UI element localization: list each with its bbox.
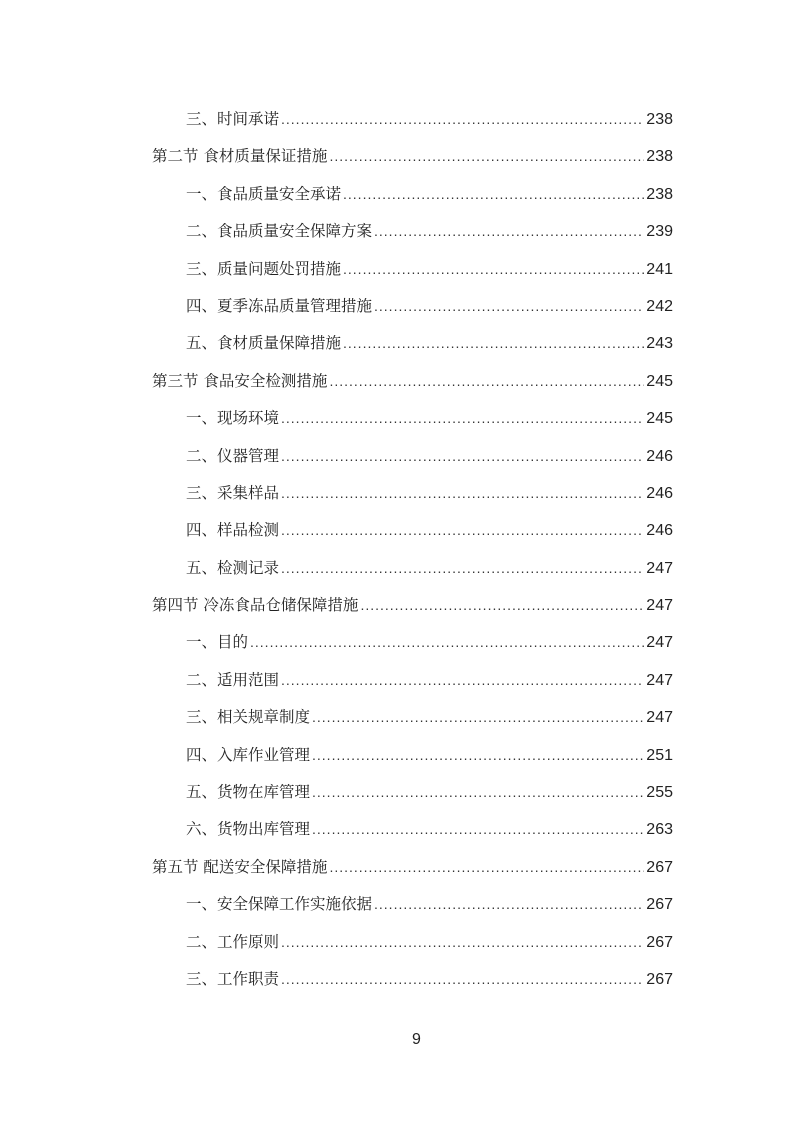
toc-entry[interactable] <box>152 699 673 736</box>
toc-entry-label: 五、检测记录 <box>186 558 280 577</box>
toc-entry-page: 246 <box>646 447 673 465</box>
dot-leader <box>281 101 644 138</box>
toc-entry-page: 238 <box>646 185 673 203</box>
toc-entry-page: 267 <box>646 933 673 951</box>
toc-entry-label: 第四节 冷冻食品仓储保障措施 <box>152 596 359 615</box>
dot-leader <box>343 251 644 288</box>
toc-entry[interactable] <box>152 400 673 437</box>
dot-leader <box>281 961 644 998</box>
toc-entry-page: 247 <box>646 671 673 689</box>
toc-entry[interactable] <box>152 624 673 661</box>
dot-leader <box>343 325 644 362</box>
toc-entry-page: 242 <box>646 297 673 315</box>
toc-entry-page: 239 <box>646 223 673 241</box>
toc-entry-label: 三、采集样品 <box>186 483 280 502</box>
toc-section-entry[interactable] <box>152 587 673 624</box>
dot-leader <box>281 475 644 512</box>
toc-entry-page: 247 <box>646 597 673 615</box>
toc-entry-label: 第五节 配送安全保障措施 <box>152 857 328 876</box>
toc-entry-page: 251 <box>646 746 673 764</box>
toc-entry-label: 四、入库作业管理 <box>186 745 311 764</box>
toc-entry-page: 263 <box>646 821 673 839</box>
toc-entry[interactable] <box>152 811 673 848</box>
toc-entry-page: 267 <box>646 858 673 876</box>
toc-entry-label: 二、食品质量安全保障方案 <box>186 222 373 241</box>
toc-entry-label: 一、食品质量安全承诺 <box>186 184 342 203</box>
toc-entry[interactable] <box>152 325 673 362</box>
dot-leader <box>312 737 644 774</box>
toc-entry[interactable] <box>152 550 673 587</box>
dot-leader <box>312 699 644 736</box>
dot-leader <box>312 811 644 848</box>
dot-leader <box>281 924 644 961</box>
toc-entry-label: 第二节 食材质量保证措施 <box>152 147 328 166</box>
page-number: 9 <box>412 1031 421 1048</box>
toc-entry-label: 一、安全保障工作实施依据 <box>186 895 373 914</box>
toc-entry-label: 三、相关规章制度 <box>186 708 311 727</box>
toc-entry[interactable] <box>152 737 673 774</box>
dot-leader <box>374 886 644 923</box>
toc-entry[interactable] <box>152 662 673 699</box>
toc-entry[interactable] <box>152 512 673 549</box>
toc-entry-page: 247 <box>646 709 673 727</box>
toc-entry-label: 五、货物在库管理 <box>186 783 311 802</box>
toc-entry-label: 四、夏季冻品质量管理措施 <box>186 296 373 315</box>
toc-entry-page: 246 <box>646 522 673 540</box>
toc-entry[interactable] <box>152 886 673 923</box>
toc-entry[interactable] <box>152 251 673 288</box>
toc-entry[interactable] <box>152 101 673 138</box>
toc-section-entry[interactable] <box>152 138 673 175</box>
toc-entry[interactable] <box>152 438 673 475</box>
dot-leader <box>329 849 644 886</box>
toc-entry-label: 二、仪器管理 <box>186 446 280 465</box>
toc-entry-label: 二、适用范围 <box>186 670 280 689</box>
toc-entry[interactable] <box>152 961 673 998</box>
dot-leader <box>343 176 644 213</box>
toc-entry[interactable] <box>152 288 673 325</box>
toc-entry-page: 245 <box>646 410 673 428</box>
toc-entry-page: 243 <box>646 335 673 353</box>
toc-entry[interactable] <box>152 774 673 811</box>
toc-entry[interactable] <box>152 213 673 250</box>
dot-leader <box>329 363 644 400</box>
toc-entry-label: 三、时间承诺 <box>186 110 280 128</box>
dot-leader <box>374 288 644 325</box>
dot-leader <box>281 550 644 587</box>
dot-leader <box>250 624 644 661</box>
toc-entry[interactable] <box>152 475 673 512</box>
toc-entry-label: 二、工作原则 <box>186 932 280 951</box>
table-of-contents <box>152 101 673 998</box>
dot-leader <box>281 438 644 475</box>
toc-entry-label: 一、现场环境 <box>186 409 280 428</box>
toc-entry-page: 247 <box>646 559 673 577</box>
toc-entry-label: 五、食材质量保障措施 <box>186 334 342 353</box>
dot-leader <box>374 213 644 250</box>
toc-entry-label: 三、工作职责 <box>186 969 280 988</box>
toc-entry-label: 四、样品检测 <box>186 521 280 540</box>
dot-leader <box>312 774 644 811</box>
toc-entry-page: 246 <box>646 484 673 502</box>
toc-entry-label: 第三节 食品安全检测措施 <box>152 371 328 390</box>
toc-entry-page: 267 <box>646 970 673 988</box>
toc-entry-page: 238 <box>646 111 673 128</box>
toc-entry-page: 267 <box>646 896 673 914</box>
toc-entry-label: 六、货物出库管理 <box>186 820 311 839</box>
dot-leader <box>281 512 644 549</box>
dot-leader <box>281 400 644 437</box>
toc-entry-page: 245 <box>646 372 673 390</box>
dot-leader <box>329 138 644 175</box>
toc-section-entry[interactable] <box>152 363 673 400</box>
toc-entry-page: 241 <box>646 260 673 278</box>
toc-entry-label: 一、目的 <box>186 633 249 652</box>
toc-entry[interactable] <box>152 924 673 961</box>
toc-entry-page: 238 <box>646 148 673 166</box>
toc-entry-label: 三、质量问题处罚措施 <box>186 259 342 278</box>
toc-entry-page: 247 <box>646 634 673 652</box>
toc-entry[interactable] <box>152 176 673 213</box>
toc-entry-page: 255 <box>646 784 673 802</box>
toc-section-entry[interactable] <box>152 849 673 886</box>
dot-leader <box>360 587 644 624</box>
dot-leader <box>281 662 644 699</box>
